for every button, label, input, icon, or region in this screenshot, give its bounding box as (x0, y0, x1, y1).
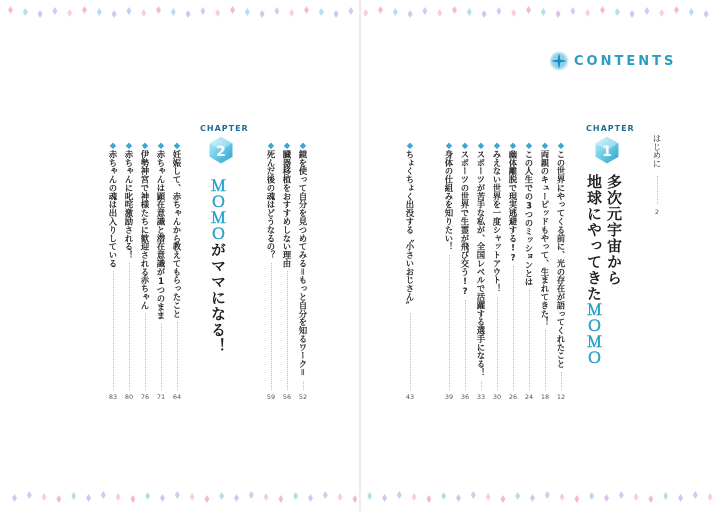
diamond-ornament-icon (363, 9, 368, 17)
toc-leader (481, 381, 482, 390)
toc-leader (465, 300, 466, 390)
diamond-ornament-icon (82, 6, 87, 14)
diamond-ornament-icon (23, 8, 28, 16)
diamond-bullet-icon: ◆ (508, 140, 518, 150)
chapter-2-badge-icon (208, 135, 234, 165)
diamond-ornament-icon (545, 491, 550, 499)
diamond-ornament-icon (496, 7, 501, 15)
diamond-ornament-icon (630, 10, 635, 18)
chapter-1-number: 1 (602, 144, 612, 160)
diamond-ornament-icon (260, 10, 265, 18)
diamond-ornament-icon (556, 10, 561, 18)
diamond-ornament-icon (441, 492, 446, 500)
diamond-ornament-icon (234, 494, 239, 502)
toc-item-title: 両親のキューピッドもやって、生まれてきた！ (540, 150, 550, 327)
toc-page-number: 56 (282, 393, 292, 401)
toc-page-number: 33 (476, 393, 486, 401)
toc-item-title: この人生での3つのミッションとは (524, 150, 534, 286)
diamond-ornament-icon (426, 495, 431, 503)
diamond-ornament-icon (304, 6, 309, 14)
chapter-1-title-line-2-text: 地球にやってきた (585, 174, 603, 302)
diamond-ornament-icon (200, 7, 205, 15)
diamond-ornament-icon (278, 495, 283, 503)
toc-leader (161, 323, 162, 390)
diamond-ornament-icon (171, 8, 176, 16)
diamond-ornament-icon (648, 495, 653, 503)
diamond-ornament-icon (615, 8, 620, 16)
toc-leader (545, 330, 546, 390)
diamond-ornament-icon (156, 6, 161, 14)
toc-item[interactable] (540, 140, 550, 326)
toc-page-number: 26 (508, 393, 518, 401)
toc-item[interactable] (156, 140, 166, 319)
diamond-ornament-icon (126, 7, 131, 15)
toc-page-number: 24 (524, 393, 534, 401)
diamond-ornament-icon (289, 9, 294, 17)
diamond-bullet-icon: ◆ (476, 140, 486, 150)
toc-item-title: 赤ちゃんの魂は出入りしている (108, 150, 118, 268)
toc-item[interactable] (460, 140, 470, 296)
diamond-ornament-icon (437, 9, 442, 17)
intro-leader (657, 176, 658, 204)
diamond-ornament-icon (230, 6, 235, 14)
toc-page-number: 71 (156, 393, 166, 401)
toc-item-title: 妊娠して、赤ちゃんから教えてもらったこと (172, 150, 182, 318)
diamond-ornament-icon (482, 10, 487, 18)
diamond-ornament-icon (8, 6, 13, 14)
diamond-ornament-icon (689, 8, 694, 16)
chapter-2-title (209, 178, 227, 354)
diamond-ornament-icon (215, 9, 220, 17)
diamond-bullet-icon: ◆ (266, 140, 276, 150)
diamond-ornament-icon (378, 6, 383, 14)
diamond-bullet-icon: ◆ (540, 140, 550, 150)
toc-item[interactable] (444, 140, 454, 251)
diamond-bullet-icon: ◆ (405, 140, 415, 150)
diamond-ornament-icon (97, 8, 102, 16)
diamond-ornament-icon (175, 491, 180, 499)
toc-page-number: 18 (540, 393, 550, 401)
toc-page-number: 64 (172, 393, 182, 401)
diamond-ornament-icon (452, 6, 457, 14)
toc-leader (513, 266, 514, 390)
diamond-ornament-icon (693, 491, 698, 499)
diamond-ornament-icon (249, 491, 254, 499)
diamond-ornament-icon (708, 493, 713, 501)
diamond-ornament-icon (382, 494, 387, 502)
diamond-ornament-icon (352, 495, 357, 503)
toc-page-number: 43 (405, 393, 415, 401)
toc-leader (449, 255, 450, 390)
diamond-ornament-icon (397, 491, 402, 499)
diamond-ornament-icon (515, 492, 520, 500)
diamond-ornament-icon (704, 10, 709, 18)
diamond-ornament-icon (101, 491, 106, 499)
diamond-bullet-icon: ◆ (298, 140, 308, 150)
diamond-ornament-icon (334, 10, 339, 18)
diamond-ornament-icon (634, 493, 639, 501)
toc-leader (177, 322, 178, 390)
toc-item[interactable] (172, 140, 182, 318)
toc-leader (497, 297, 498, 390)
diamond-ornament-icon (659, 9, 664, 17)
diamond-ornament-icon (323, 491, 328, 499)
diamond-bullet-icon: ◆ (156, 140, 166, 150)
chapter-2-title-accent: ＭＯＭＯ (209, 178, 227, 242)
toc-leader (145, 313, 146, 390)
toc-item[interactable] (124, 140, 134, 259)
toc-item-title: スポーツが苦手な私が、全国レベルで活躍する選手になる！ (476, 150, 486, 377)
diamond-ornament-icon (600, 6, 605, 14)
diamond-ornament-icon (116, 493, 121, 501)
chapter-1-label: CHAPTER (586, 124, 635, 133)
diamond-ornament-icon (585, 9, 590, 17)
diamond-bullet-icon: ◆ (172, 140, 182, 150)
diamond-ornament-icon (52, 7, 57, 15)
chapter-1-title-line-2 (585, 174, 603, 366)
diamond-ornament-icon (604, 494, 609, 502)
diamond-ornament-icon (674, 6, 679, 14)
toc-item[interactable] (298, 140, 308, 377)
toc-leader (529, 290, 530, 390)
diamond-ornament-icon (526, 6, 531, 14)
toc-leader (303, 381, 304, 390)
diamond-ornament-icon (408, 10, 413, 18)
toc-page-number: 52 (298, 393, 308, 401)
toc-item[interactable] (556, 140, 566, 368)
toc-page-number: 76 (140, 393, 150, 401)
diamond-bullet-icon: ◆ (124, 140, 134, 150)
toc-leader (410, 313, 411, 390)
contents-header (548, 50, 676, 72)
diamond-ornament-icon (293, 492, 298, 500)
toc-item-title: 死んだ後の魂はどうなるの？ (266, 150, 276, 260)
toc-item-title: ちょくちょく出没する〝小さいおじさん〟 (405, 150, 415, 310)
chapter-2-label: CHAPTER (200, 124, 249, 133)
toc-leader (113, 271, 114, 390)
diamond-ornament-icon (663, 492, 668, 500)
toc-item[interactable] (476, 140, 486, 377)
diamond-ornament-icon (678, 494, 683, 502)
toc-leader (287, 271, 288, 390)
diamond-ornament-icon (219, 492, 224, 500)
diamond-ornament-icon (348, 7, 353, 15)
chapter-1-title-accent: ＭＯＭＯ (585, 302, 603, 366)
diamond-ornament-icon (570, 7, 575, 15)
toc-page-number: 30 (492, 393, 502, 401)
diamond-ornament-icon (367, 492, 372, 500)
diamond-ornament-icon (130, 495, 135, 503)
toc-item[interactable] (108, 140, 118, 267)
diamond-bullet-icon: ◆ (460, 140, 470, 150)
diamond-ornament-icon (541, 8, 546, 16)
toc-item-title: 伊勢神宮で神様たちに歓迎される赤ちゃん (140, 150, 150, 310)
toc-item-title: みえない世界を一度シャットアウト！ (492, 150, 502, 293)
toc-page-number: 80 (124, 393, 134, 401)
chapter-1-title-line-1: 多次元宇宙から (605, 174, 623, 286)
diamond-bullet-icon: ◆ (282, 140, 292, 150)
diamond-ornament-icon (619, 491, 624, 499)
intro-page-number: 2 (654, 208, 660, 216)
toc-item-title: 赤ちゃんは顕在意識と潜在意識が1つのまま (156, 150, 166, 320)
diamond-bullet-icon: ◆ (108, 140, 118, 150)
diamond-ornament-icon (530, 494, 535, 502)
toc-item-title: 臓器移植をおすすめしない理由 (282, 150, 292, 268)
page-spine (359, 0, 361, 511)
chapter-2-number: 2 (216, 144, 226, 160)
diamond-ornament-icon (393, 8, 398, 16)
diamond-ornament-icon (560, 493, 565, 501)
diamond-ornament-icon (511, 9, 516, 17)
diamond-ornament-icon (471, 491, 476, 499)
toc-item[interactable] (524, 140, 534, 286)
diamond-ornament-icon (42, 493, 47, 501)
diamond-bullet-icon: ◆ (556, 140, 566, 150)
diamond-ornament-icon (644, 7, 649, 15)
diamond-ornament-icon (56, 495, 61, 503)
toc-leader (129, 263, 130, 390)
diamond-ornament-icon (71, 492, 76, 500)
diamond-ornament-icon (145, 492, 150, 500)
diamond-ornament-icon (486, 493, 491, 501)
sparkle-star-icon (548, 50, 570, 72)
toc-item[interactable] (492, 140, 502, 293)
diamond-ornament-icon (308, 494, 313, 502)
toc-item[interactable] (282, 140, 292, 267)
toc-item-title: 鏡を使って自分を見つめてみる＝もっと自分を知るワーク＝ (298, 150, 308, 377)
diamond-ornament-icon (86, 494, 91, 502)
toc-item-title: 幽体離脱で現実逃避する!? (508, 150, 518, 263)
toc-item[interactable] (508, 140, 518, 262)
diamond-ornament-icon (264, 493, 269, 501)
diamond-ornament-icon (574, 495, 579, 503)
diamond-bullet-icon: ◆ (524, 140, 534, 150)
diamond-bullet-icon: ◆ (140, 140, 150, 150)
diamond-ornament-icon (186, 10, 191, 18)
diamond-ornament-icon (160, 494, 165, 502)
toc-item-title: 赤ちゃんに叱咤激励される！ (124, 150, 134, 260)
toc-item[interactable] (405, 140, 415, 309)
diamond-ornament-icon (112, 10, 117, 18)
toc-leader (271, 263, 272, 390)
diamond-ornament-icon (67, 9, 72, 17)
diamond-ornament-icon (12, 494, 17, 502)
toc-page-number: 83 (108, 393, 118, 401)
diamond-ornament-icon (190, 493, 195, 501)
diamond-ornament-icon (467, 8, 472, 16)
toc-page-number: 59 (266, 393, 276, 401)
toc-item[interactable] (266, 140, 276, 259)
toc-page-number: 36 (460, 393, 470, 401)
toc-page-number: 39 (444, 393, 454, 401)
toc-item-title: この世界にやってくる前に、光の存在が語ってくれたこと (556, 150, 566, 369)
diamond-ornament-icon (412, 493, 417, 501)
diamond-ornament-icon (500, 495, 505, 503)
diamond-ornament-icon (38, 10, 43, 18)
diamond-bullet-icon: ◆ (444, 140, 454, 150)
toc-page-number: 12 (556, 393, 566, 401)
diamond-ornament-icon (204, 495, 209, 503)
diamond-ornament-icon (27, 491, 32, 499)
diamond-ornament-icon (338, 493, 343, 501)
diamond-ornament-icon (456, 494, 461, 502)
chapter-2-title-rest: がママになる！ (209, 242, 227, 354)
diamond-ornament-icon (141, 9, 146, 17)
chapter-1-badge-icon (594, 135, 620, 165)
diamond-bullet-icon: ◆ (492, 140, 502, 150)
diamond-ornament-icon (589, 492, 594, 500)
contents-title: CONTENTS (574, 53, 677, 69)
diamond-ornament-icon (274, 7, 279, 15)
diamond-ornament-icon (245, 8, 250, 16)
toc-item[interactable] (140, 140, 150, 309)
toc-leader (561, 372, 562, 390)
toc-item-title: 身体の仕組みを知りたい！ (444, 150, 454, 251)
toc-item-title: スポーツの世界で生霊が飛び交う!? (460, 150, 470, 296)
diamond-ornament-icon (319, 8, 324, 16)
intro-label: はじめに (652, 134, 662, 168)
diamond-ornament-icon (422, 7, 427, 15)
